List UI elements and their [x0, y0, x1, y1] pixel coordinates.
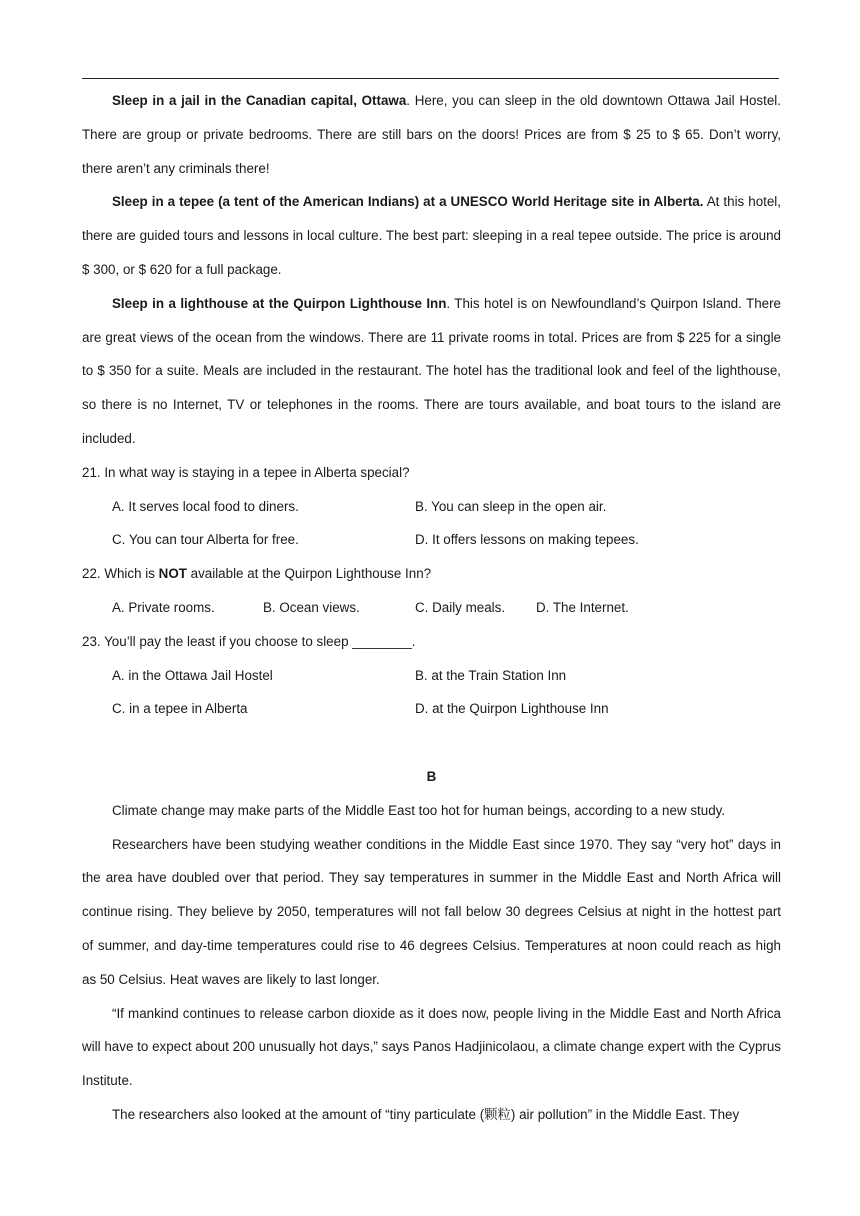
paragraph-ottawa-jail — [82, 84, 781, 185]
option-a: A. It serves local food to diners. — [112, 498, 299, 514]
option-d: D. The Internet. — [536, 599, 629, 615]
paragraph-b-3: “If mankind continues to release carbon dioxide as it does now, people living in the Middle East and North Africa will have to expect about 200 unusually hot days,” says Panos Hadjinicolaou, a climate change expert with the Cyprus Institute. — [82, 1005, 781, 1089]
option-c: C. You can tour Alberta for free. — [112, 532, 299, 548]
option-a: A. Private rooms. — [112, 599, 215, 615]
question-22 — [82, 557, 781, 591]
question-text: 22. Which is — [82, 566, 159, 582]
question-21: 21. In what way is staying in a tepee in Alberta special? — [82, 464, 410, 480]
question-23-options-row-1 — [82, 659, 781, 693]
paragraph-b-1: Climate change may make parts of the Middle East too hot for human beings, according to a new study. — [112, 802, 726, 818]
question-text: available at the Quirpon Lighthouse Inn? — [186, 566, 432, 582]
paragraph-lighthouse — [82, 287, 781, 456]
heading-lighthouse: Sleep in a lighthouse at the Quirpon Lighthouse Inn — [112, 295, 447, 311]
option-c: C. in a tepee in Alberta — [112, 701, 248, 717]
paragraph-tepee — [82, 185, 781, 286]
option-b: B. Ocean views. — [263, 599, 360, 615]
option-d: D. at the Quirpon Lighthouse Inn — [415, 701, 609, 717]
question-23-options-row-2 — [82, 692, 781, 726]
header-rule — [82, 78, 779, 79]
option-b: B. You can sleep in the open air. — [415, 498, 607, 514]
question-22-options — [82, 591, 781, 625]
option-d: D. It offers lessons on making tepees. — [415, 532, 639, 548]
paragraph-text: . This hotel is on Newfoundland’s Quirpon Island. There are great views of the ocean from the windows. There are 11 private rooms in total. Prices are from $ 225 for a single to $ 350 for a suite. Meals are included in the restaurant. The hotel has the traditional look and feel of the lighthouse, so there is no Internet, TV or telephones in the rooms. There are tours available, and boat tours to the island are included. — [82, 295, 781, 446]
option-a: A. in the Ottawa Jail Hostel — [112, 667, 273, 683]
option-b: B. at the Train Station Inn — [415, 667, 567, 683]
paragraph-text: At this hotel, there are guided tours and lessons in local culture. The best part: sleeping in a real tepee outside. The price is around $ 300, or $ 620 for a full package. — [82, 194, 781, 277]
paragraph-b-4: The researchers also looked at the amount of “tiny particulate (颗粒) air pollution” in the Middle East. They — [112, 1106, 740, 1122]
document-body — [82, 84, 781, 1132]
paragraph-text: . Here, you can sleep in the old downtown Ottawa Jail Hostel. There are group or private bedrooms. There are still bars on the doors! Prices are from $ 25 to $ 65. Don’t worry, there aren’t any criminals there! — [82, 93, 781, 176]
question-emphasis: NOT — [158, 566, 187, 582]
option-c: C. Daily meals. — [415, 599, 506, 615]
paragraph-b-2: Researchers have been studying weather conditions in the Middle East since 1970. They say “very hot” days in the area have doubled over that period. They say temperatures in summer in the Middle East and North Africa will continue rising. They believe by 2050, temperatures will not fall below 30 degrees Celsius at night in the hottest part of summer, and day-time temperatures could rise to 46 degrees Celsius. Temperatures at noon could reach as high as 50 Celsius. Heat waves are likely to last longer. — [82, 836, 781, 987]
question-21-options-row-2 — [82, 523, 781, 557]
heading-ottawa-jail: Sleep in a jail in the Canadian capital, Ottawa — [112, 93, 407, 108]
section-title-b: B — [426, 768, 437, 784]
question-23: 23. You’ll pay the least if you choose to sleep ________. — [82, 633, 416, 649]
heading-tepee: Sleep in a tepee (a tent of the American Indians) at a UNESCO World Heritage site in Alberta. — [112, 194, 704, 210]
question-21-options-row-1 — [82, 490, 781, 524]
